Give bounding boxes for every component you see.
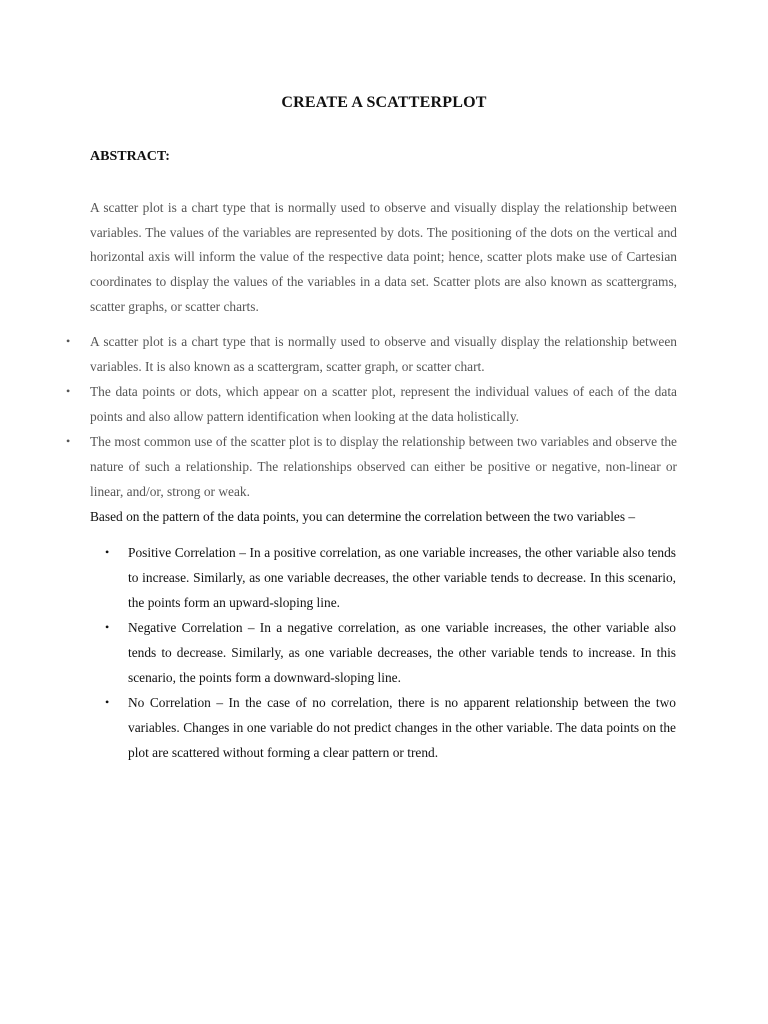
list-item (66, 429, 677, 504)
correlation-intro: Based on the pattern of the data points, you can determine the correlation between the two variables – (90, 509, 636, 524)
bullet-icon: • (105, 695, 110, 709)
list-item (66, 379, 677, 429)
bullet-icon: • (66, 434, 71, 448)
list-item-text: A scatter plot is a chart type that is normally used to observe and visually display the relationship between variables. It is also known as a scattergram, scatter graph, or scatter chart. (90, 334, 677, 374)
list-item-text: Negative Correlation – In a negative correlation, as one variable increases, the other variable also tends to decrease. Similarly, as one variable decreases, the other variable tends to increase. In this scenario, the points form a downward-sloping line. (128, 620, 676, 685)
abstract-heading: ABSTRACT: (90, 149, 170, 164)
page-title: CREATE A SCATTERPLOT (281, 94, 487, 111)
bullet-icon: • (105, 620, 110, 634)
list-item (105, 690, 676, 765)
list-item-text: No Correlation – In the case of no correlation, there is no apparent relationship between the two variables. Changes in one variable do not predict changes in the other variable. The data points on the plot are scattered without forming a clear pattern or trend. (128, 695, 676, 760)
list-item-text: Positive Correlation – In a positive correlation, as one variable increases, the other variable also tends to increase. Similarly, as one variable decreases, the other variable tends to decrease. In this scenario, the points form an upward-sloping line. (128, 545, 676, 610)
list-item (105, 540, 676, 615)
correlation-bullet-list (105, 540, 676, 765)
summary-bullet-list (66, 329, 677, 504)
list-item (105, 615, 676, 690)
bullet-icon: • (66, 334, 71, 348)
bullet-icon: • (105, 545, 110, 559)
bullet-icon: • (66, 384, 71, 398)
list-item (66, 329, 677, 379)
list-item-text: The most common use of the scatter plot is to display the relationship between two variables and observe the nature of such a relationship. The relationships observed can either be positive or negative, non-linear or linear, and/or, strong or weak. (90, 434, 677, 499)
abstract-paragraph: A scatter plot is a chart type that is normally used to observe and visually display the relationship between variables. The values of the variables are represented by dots. The positioning of the dots on the vertical and horizontal axis will inform the value of the respective data point; hence, scatter plots make use of Cartesian coordinates to display the values of the variables in a data set. Scatter plots are also known as scattergrams, scatter graphs, or scatter charts. (90, 200, 677, 314)
list-item-text: The data points or dots, which appear on a scatter plot, represent the individual values of each of the data points and also allow pattern identification when looking at the data holistically. (90, 384, 677, 424)
